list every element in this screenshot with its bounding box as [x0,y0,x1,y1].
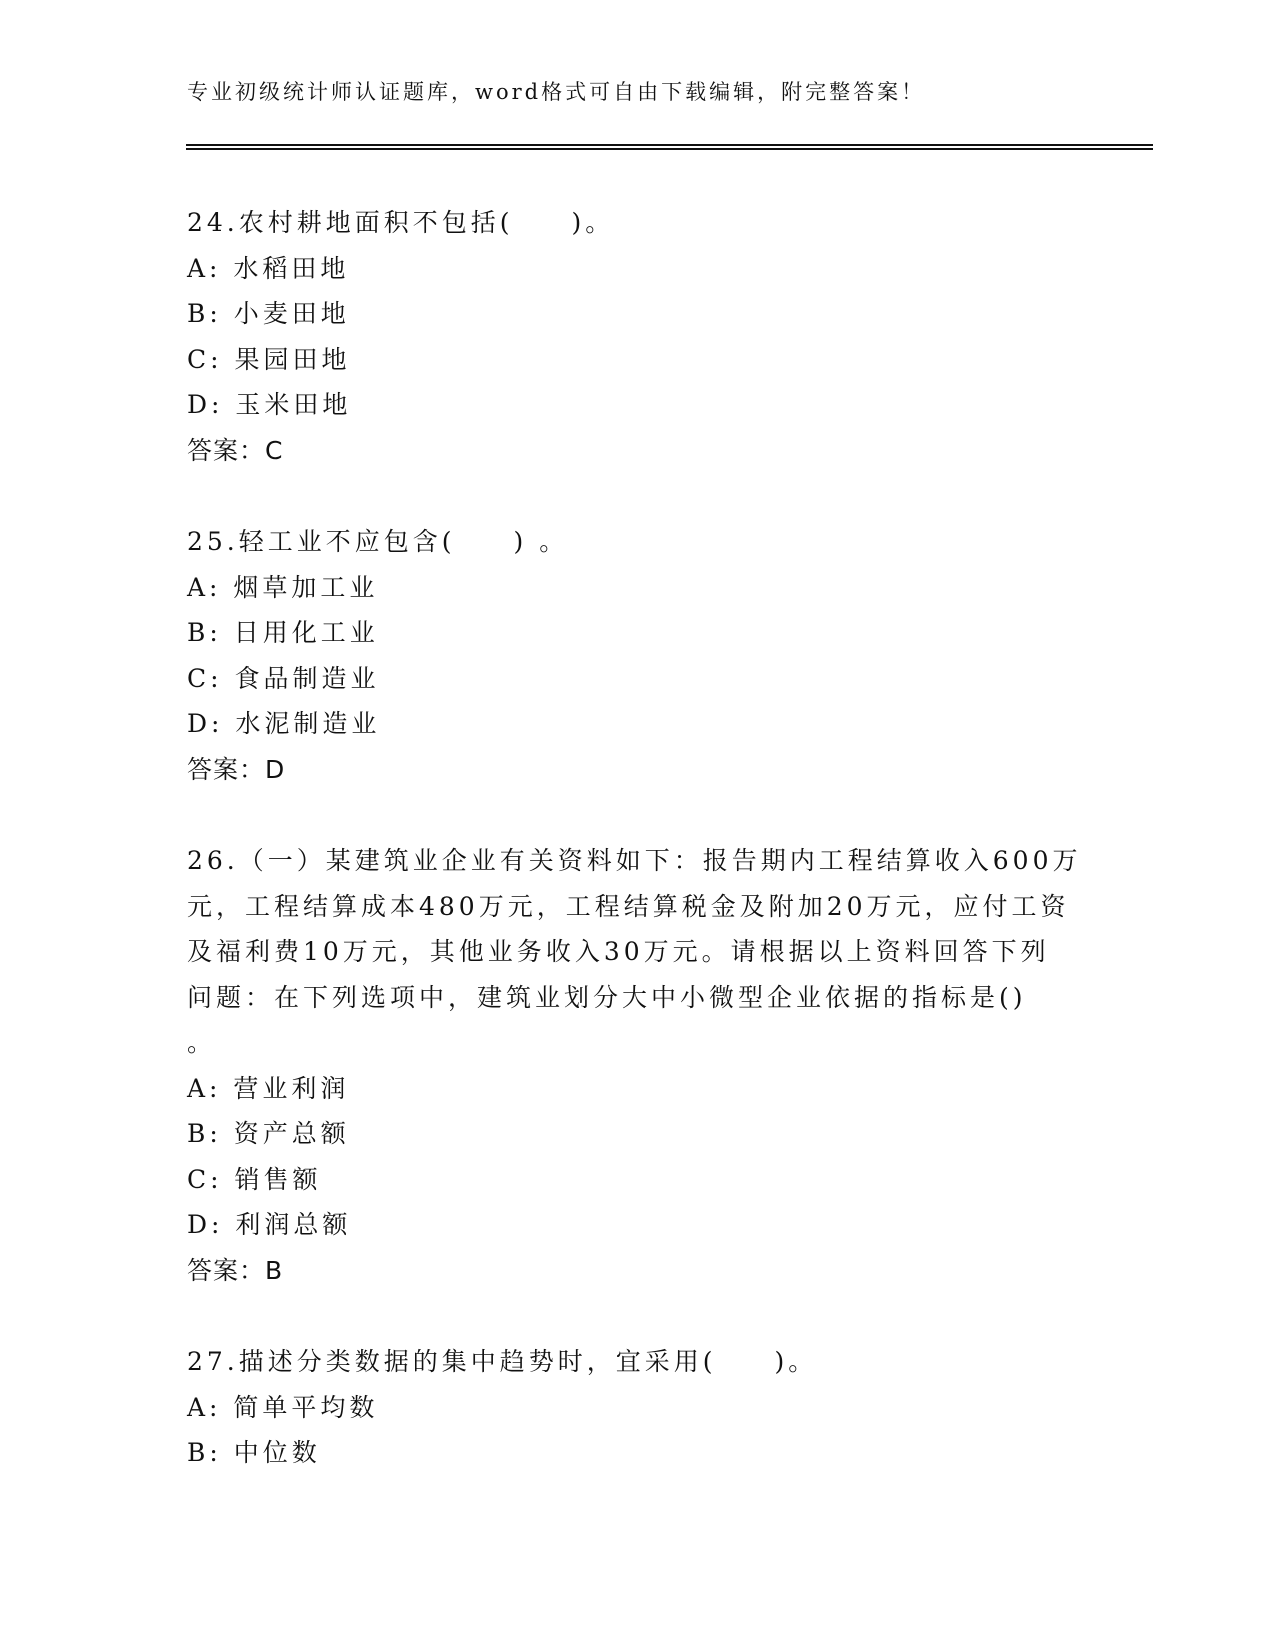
answer-line: 答案：D [187,754,286,784]
option-a: A: 简单平均数 [187,1392,379,1422]
option-d: D: 水泥制造业 [187,709,381,738]
stem-line: 25.轻工业不应包含( ) 。 [187,527,569,556]
option-a: A: 水稻田地 [187,253,350,283]
question-stem [187,200,1087,246]
header-double-rule [186,144,1153,150]
stem-line: 及福利费10万元，其他业务收入30万元。请根据以上资料回答下列 [187,937,1050,966]
answer-line: 答案：C [187,435,284,465]
question-stem [187,519,1087,565]
option-d: D: 玉米田地 [187,390,352,419]
option-b: B: 中位数 [187,1438,321,1467]
page-header: 专业初级统计师认证题库，word格式可自由下载编辑，附完整答案！ [187,80,926,104]
stem-line: 元，工程结算成本480万元，工程结算税金及附加20万元，应付工资 [187,891,1070,921]
option-b: B: 资产总额 [187,1119,350,1148]
option-c: C: 食品制造业 [187,663,380,693]
question-25 [187,519,1087,792]
question-stem [187,838,1087,1066]
option-a: A: 营业利润 [187,1073,350,1103]
stem-line: 。 [187,1028,217,1057]
stem-line: 27.描述分类数据的集中趋势时，宜采用( )。 [187,1347,818,1376]
question-list [187,200,1087,1522]
option-c: C: 果园田地 [187,344,351,374]
stem-line: 24.农村耕地面积不包括( )。 [187,208,615,237]
option-b: B: 小麦田地 [187,299,350,328]
stem-line: 26.（一）某建筑业企业有关资料如下：报告期内工程结算收入600万 [187,846,1082,875]
option-c: C: 销售额 [187,1164,322,1194]
answer-line: 答案：B [187,1255,284,1285]
question-24 [187,200,1087,473]
option-a: A: 烟草加工业 [187,572,379,602]
option-d: D: 利润总额 [187,1210,352,1239]
option-b: B: 日用化工业 [187,618,379,647]
question-27 [187,1339,1087,1476]
stem-line: 问题：在下列选项中，建筑业划分大中小微型企业依据的指标是() [187,982,1027,1012]
question-26 [187,838,1087,1293]
question-stem [187,1339,1087,1385]
